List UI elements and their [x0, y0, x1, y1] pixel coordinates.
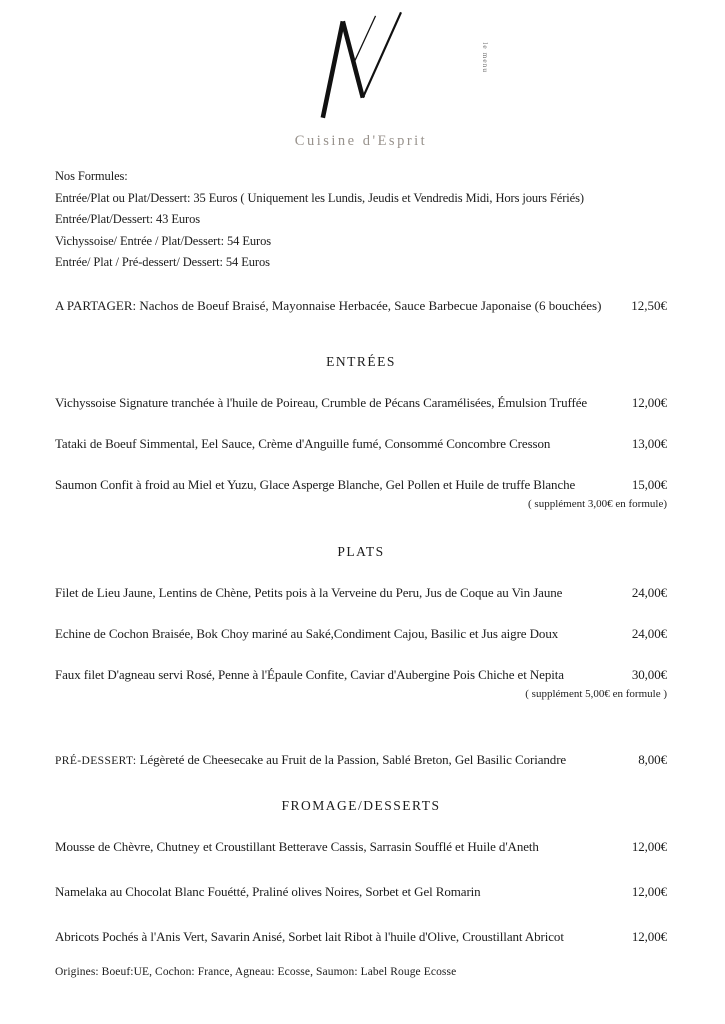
menu-item-row	[55, 395, 667, 411]
logo-block	[55, 8, 667, 150]
logo-tagline: Cuisine d'Esprit	[294, 133, 428, 149]
menu-item-row	[55, 929, 667, 945]
menu-item-text: Abricots Pochés à l'Anis Vert, Savarin Anisé, Sorbet lait Ribot à l'huile d'Olive, Croustillant Abricot	[55, 928, 564, 944]
section-heading-entrees: ENTRÉES	[326, 353, 396, 369]
partager-text: A PARTAGER: Nachos de Boeuf Braisé, Mayonnaise Herbacée, Sauce Barbecue Japonaise (6 bouchées)	[55, 297, 602, 313]
formule-line: Entrée/ Plat / Pré-dessert/ Dessert: 54 Euros	[55, 255, 270, 269]
menu-item-row	[55, 436, 667, 452]
menu-item-price: 24,00€	[631, 625, 667, 641]
menu-item-text: Mousse de Chèvre, Chutney et Croustillant Betterave Cassis, Sarrasin Soufflé et Huile d'Aneth	[55, 838, 539, 854]
partager-price: 12,50€	[631, 297, 667, 313]
menu-item-row	[55, 667, 667, 683]
pre-dessert-label: PRÉ-DESSERT:	[55, 754, 137, 767]
pre-dessert-text	[55, 752, 626, 768]
menu-item-row	[55, 585, 667, 601]
supplement-note: ( supplément 3,00€ en formule)	[528, 497, 667, 510]
menu-item-price: 12,00€	[631, 838, 667, 854]
menu-item-text: Filet de Lieu Jaune, Lentins de Chène, Petits pois à la Verveine du Peru, Jus de Coque au Vin Jaune	[55, 584, 563, 600]
origins-note: Origines: Boeuf:UE, Cochon: France, Agneau: Ecosse, Saumon: Label Rouge Ecosse	[55, 966, 457, 978]
menu-item-text: Faux filet D'agneau servi Rosé, Penne à l'Épaule Confite, Caviar d'Aubergine Pois Chiche et Nepita	[55, 666, 564, 682]
formule-line: Vichyssoise/ Entrée / Plat/Dessert: 54 Euros	[55, 233, 271, 248]
menu-item-price: 30,00€	[631, 666, 667, 682]
menu-item-row	[55, 884, 667, 900]
formules-section	[55, 166, 667, 274]
menu-item-price: 15,00€	[631, 476, 667, 492]
menu-item-price: 12,00€	[631, 394, 667, 410]
restaurant-logo-icon	[311, 8, 489, 122]
menu-item-text: Vichyssoise Signature tranchée à l'huile de Poireau, Crumble de Pécans Caramélisées, Émulsion Truffée	[55, 394, 588, 410]
menu-item-row	[55, 477, 667, 493]
menu-item-price: 13,00€	[631, 435, 667, 451]
menu-item-text: Saumon Confit à froid au Miel et Yuzu, Glace Asperge Blanche, Gel Pollen et Huile de truffe Blanche	[55, 476, 576, 492]
section-heading-plats: PLATS	[337, 543, 385, 559]
partager-row	[55, 298, 667, 314]
pre-dessert-description: Légèreté de Cheesecake au Fruit de la Passion, Sablé Breton, Gel Basilic Coriandre	[136, 751, 567, 767]
formule-line: Entrée/Plat/Dessert: 43 Euros	[55, 212, 200, 226]
menu-item-text: Tataki de Boeuf Simmental, Eel Sauce, Crème d'Anguille fumé, Consommé Concombre Cresson	[55, 435, 551, 451]
menu-item-row	[55, 626, 667, 642]
formule-line: Entrée/Plat ou Plat/Dessert: 35 Euros ( Uniquement les Lundis, Jeudis et Vendredis Midi, Hors jours Fériés)	[55, 190, 584, 205]
supplement-note: ( supplément 5,00€ en formule )	[525, 687, 667, 700]
menu-item-row	[55, 839, 667, 855]
formules-title: Nos Formules:	[55, 169, 128, 183]
menu-item-price: 24,00€	[631, 584, 667, 600]
logo-vertical-text: le menu	[480, 42, 489, 74]
menu-item-text: Echine de Cochon Braisée, Bok Choy mariné au Saké,Condiment Cajou, Basilic et Jus aigre Doux	[55, 625, 559, 641]
menu-item-price: 12,00€	[631, 928, 667, 944]
pre-dessert-price: 8,00€	[638, 751, 667, 767]
section-heading-fromage-desserts: FROMAGE/DESSERTS	[281, 797, 441, 813]
menu-item-price: 12,00€	[631, 883, 667, 899]
menu-item-text: Namelaka au Chocolat Blanc Fouétté, Praliné olives Noires, Sorbet et Gel Romarin	[55, 883, 481, 899]
pre-dessert-row	[55, 752, 667, 768]
